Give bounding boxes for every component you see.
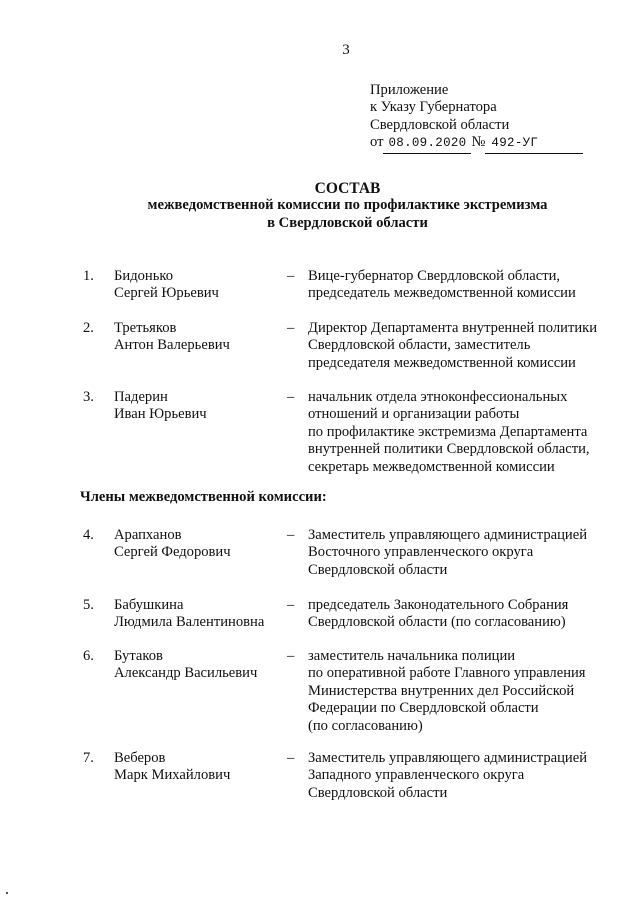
person-given-names: Марк Михайлович: [114, 767, 231, 784]
person-surname: Бабушкина: [114, 597, 184, 613]
person-given-names: Иван Юрьевич: [114, 406, 207, 423]
person-name: [114, 648, 257, 683]
appendix-line: Свердловской области: [370, 116, 510, 133]
position-line: Свердловской области (по согласованию): [308, 614, 566, 631]
position-description: [308, 597, 568, 632]
position-line: (по согласованию): [308, 717, 423, 734]
position-description: [308, 648, 586, 735]
position-line: председателя межведомственной комиссии: [308, 354, 576, 371]
position-line: Свердловской области: [308, 784, 448, 801]
position-line: Заместитель управляющего администрацией: [308, 750, 588, 766]
title-line: в Свердловской области: [267, 214, 428, 231]
scan-mark: [6, 892, 8, 894]
person-name: [114, 389, 207, 424]
position-line: Директор Департамента внутренней политики: [308, 320, 598, 336]
position-line: заместитель начальника полиции: [308, 648, 516, 664]
person-name: [114, 320, 230, 355]
person-surname: Веберов: [114, 750, 166, 766]
dash-separator: –: [287, 389, 295, 405]
person-given-names: Людмила Валентиновна: [114, 614, 265, 631]
appendix-line: Приложение: [370, 82, 449, 98]
person-name: [114, 750, 230, 785]
position-line: по профилактике экстремизма Департамента: [308, 423, 588, 440]
position-description: [308, 527, 587, 579]
person-name: [114, 527, 231, 562]
dash-separator: –: [287, 750, 295, 766]
position-line: Свердловской области: [308, 561, 448, 578]
item-number: 2.: [83, 320, 94, 336]
title-main: СОСТАВ: [314, 180, 381, 197]
position-line: Свердловской области, заместитель: [308, 337, 531, 354]
decree-date: 08.09.2020: [383, 135, 471, 153]
appendix-date-line: [370, 134, 630, 153]
position-line: Министерства внутренних дел Российской: [308, 682, 575, 699]
person-surname: Падерин: [114, 389, 168, 405]
position-description: [308, 268, 576, 303]
dash-separator: –: [287, 597, 295, 613]
position-line: Восточного управленческого округа: [308, 544, 534, 561]
person-name: [114, 597, 264, 632]
item-number: 7.: [83, 750, 94, 766]
person-name: [114, 268, 219, 303]
document-title: [60, 180, 635, 232]
item-number: 4.: [83, 527, 94, 543]
position-line: начальник отдела этноконфессиональных: [308, 389, 568, 405]
position-line: внутренней политики Свердловской области,: [308, 441, 590, 458]
dash-separator: –: [287, 527, 295, 543]
position-line: Федерации по Свердловской области: [308, 700, 539, 717]
dash-separator: –: [287, 268, 295, 284]
position-line: председатель Законодательного Собрания: [308, 597, 569, 613]
item-number: 1.: [83, 268, 94, 284]
person-given-names: Антон Валерьевич: [114, 337, 230, 354]
person-given-names: Александр Васильевич: [114, 665, 258, 682]
page-number: 3: [342, 42, 350, 58]
from-label: от: [370, 134, 384, 151]
person-given-names: Сергей Юрьевич: [114, 285, 219, 302]
number-label: №: [471, 134, 486, 151]
person-surname: Арапханов: [114, 527, 182, 543]
position-line: по оперативной работе Главного управления: [308, 665, 586, 682]
appendix-block: [370, 82, 630, 154]
position-line: отношений и организации работы: [308, 406, 520, 423]
position-line: Западного управленческого округа: [308, 767, 525, 784]
item-number: 6.: [83, 648, 94, 664]
appendix-line: к Указу Губернатора: [370, 99, 497, 116]
person-surname: Бутаков: [114, 648, 163, 664]
position-description: [308, 320, 597, 372]
person-given-names: Сергей Федорович: [114, 544, 231, 561]
person-surname: Бидонько: [114, 268, 174, 284]
position-description: [308, 750, 587, 802]
title-line: межведомственной комиссии по профилактике экстремизма: [147, 197, 548, 214]
item-number: 3.: [83, 389, 94, 405]
members-heading: Члены межведомственной комиссии:: [80, 489, 327, 505]
position-line: председатель межведомственной комиссии: [308, 285, 576, 302]
dash-separator: –: [287, 648, 295, 664]
position-line: Вице-губернатор Свердловской области,: [308, 268, 561, 284]
dash-separator: –: [287, 320, 295, 336]
item-number: 5.: [83, 597, 94, 613]
position-line: секретарь межведомственной комиссии: [308, 458, 555, 475]
position-line: Заместитель управляющего администрацией: [308, 527, 588, 543]
position-description: [308, 389, 590, 476]
person-surname: Третьяков: [114, 320, 177, 336]
decree-number: 492-УГ: [485, 135, 583, 153]
